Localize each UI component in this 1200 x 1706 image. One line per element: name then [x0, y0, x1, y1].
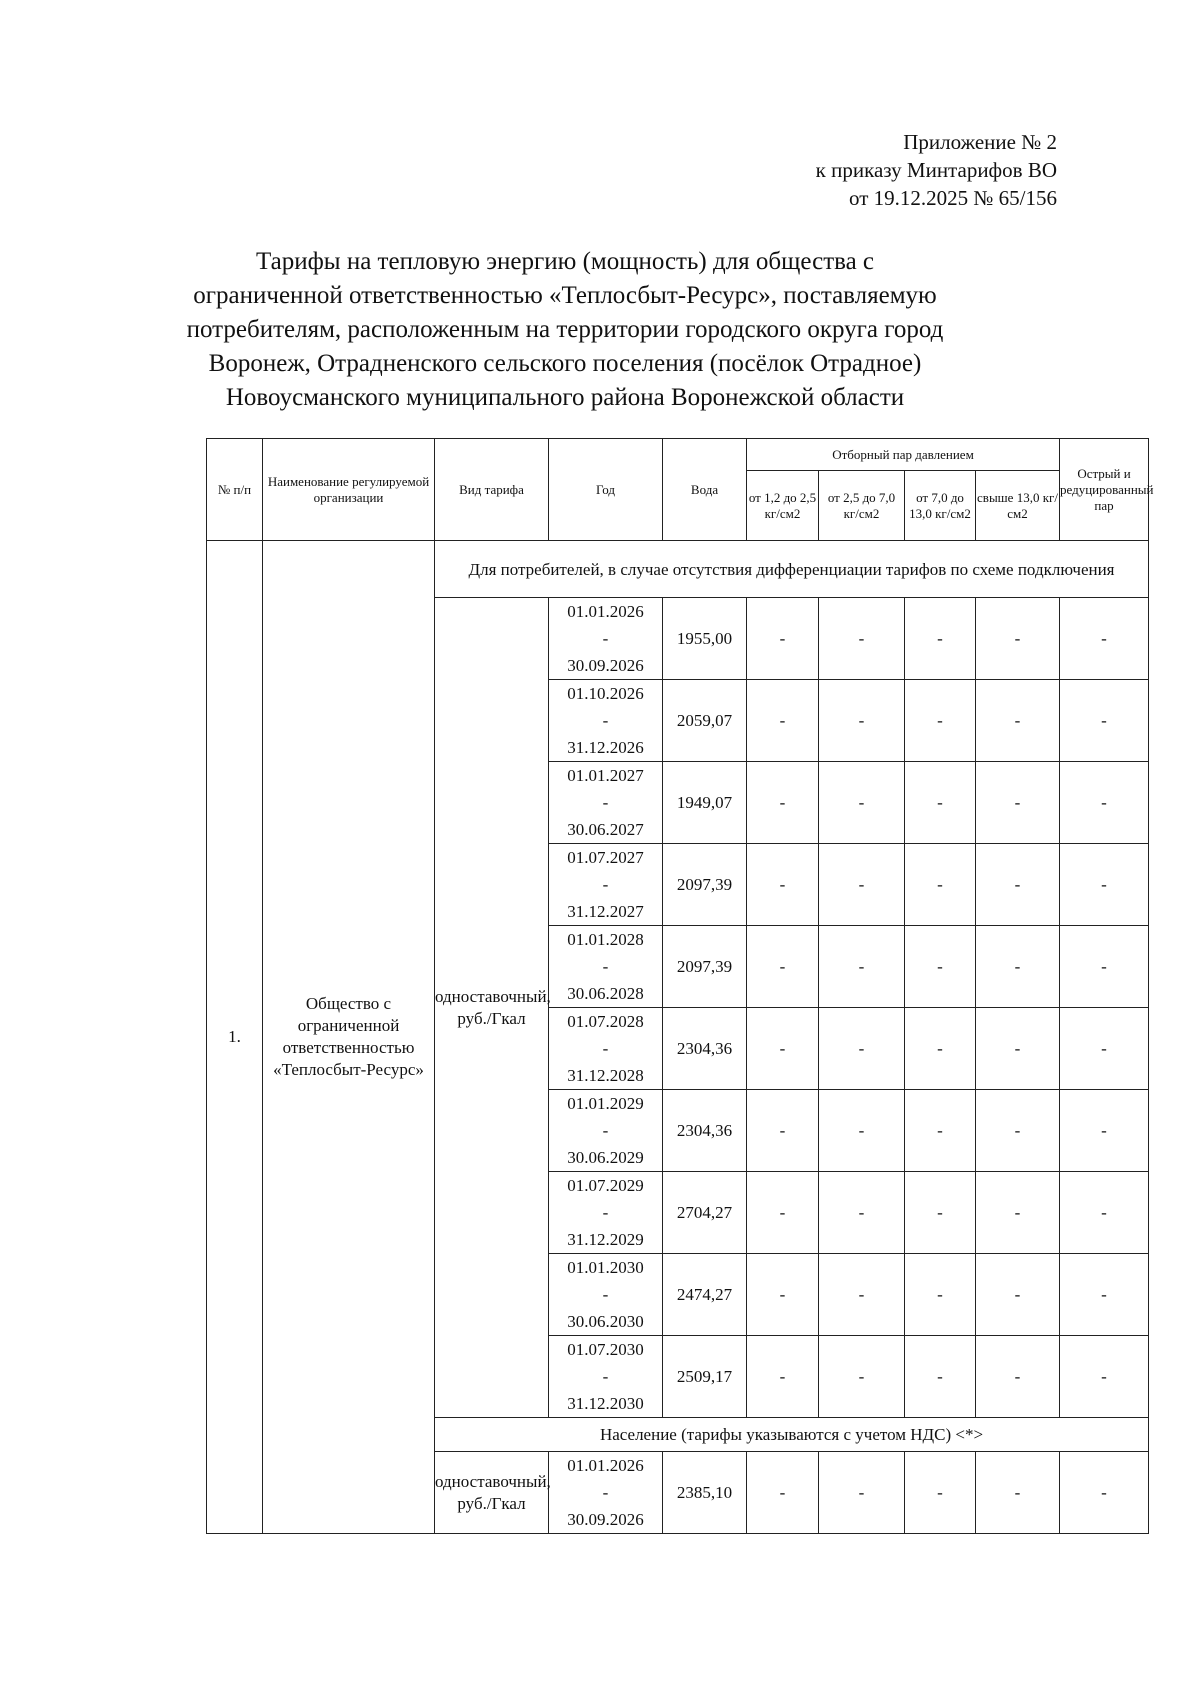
section-general-consumers: Для потребителей, в случае отсутствия дифференциации тарифов по схеме подключения: [435, 541, 1149, 598]
steam-p3-value: -: [905, 1254, 976, 1336]
period-to: 31.12.2027: [567, 902, 644, 921]
period-cell: [549, 1452, 663, 1534]
row-number: 1.: [207, 541, 263, 1534]
steam-p4-value: -: [976, 598, 1060, 680]
steam-p2-value: -: [819, 1336, 905, 1418]
water-value: 2385,10: [663, 1452, 747, 1534]
period-to: 31.12.2030: [567, 1394, 644, 1413]
period-from: 01.01.2027: [567, 766, 644, 785]
steam-p4-value: -: [976, 1172, 1060, 1254]
steam-p4-value: -: [976, 844, 1060, 926]
steam-p4-value: -: [976, 1008, 1060, 1090]
water-value: 2097,39: [663, 844, 747, 926]
steam-p4-value: -: [976, 1254, 1060, 1336]
period-from: 01.01.2030: [567, 1258, 644, 1277]
steam-p3-value: -: [905, 1172, 976, 1254]
period-to: 30.06.2027: [567, 820, 644, 839]
period-to: 30.06.2030: [567, 1312, 644, 1331]
period-from: 01.07.2030: [567, 1340, 644, 1359]
steam-sharp-value: -: [1060, 1172, 1149, 1254]
header-pressure-4: свыше 13,0 кг/см2: [976, 471, 1060, 541]
steam-p4-value: -: [976, 680, 1060, 762]
period-sep: -: [602, 1483, 609, 1502]
organization-name: Общество с ограниченной ответственностью «Теплосбыт-Ресурс»: [263, 541, 435, 1534]
header-org: Наименование регулируемой организации: [263, 439, 435, 541]
period-from: 01.07.2027: [567, 848, 644, 867]
period-cell: [549, 1254, 663, 1336]
period-sep: -: [602, 1285, 609, 1304]
period-cell: [549, 762, 663, 844]
steam-p3-value: -: [905, 926, 976, 1008]
steam-p2-value: -: [819, 680, 905, 762]
water-value: 2304,36: [663, 1090, 747, 1172]
steam-p3-value: -: [905, 1336, 976, 1418]
steam-p2-value: -: [819, 844, 905, 926]
water-value: 2474,27: [663, 1254, 747, 1336]
steam-p1-value: -: [747, 680, 819, 762]
document-title: Тарифы на тепловую энергию (мощность) для общества с ограниченной ответственностью «Теплосбыт-Ресурс», поставляемую потребителям, расположенным на территории городского округа город Воронеж, Отрадненского сельского поселения (посёлок Отрадное) Новоусманского муниципального района Воронежской области: [186, 248, 944, 411]
steam-p4-value: -: [976, 1090, 1060, 1172]
steam-p2-value: -: [819, 1172, 905, 1254]
period-sep: -: [602, 793, 609, 812]
steam-p3-value: -: [905, 680, 976, 762]
header-year: Год: [549, 439, 663, 541]
steam-sharp-value: -: [1060, 1254, 1149, 1336]
period-sep: -: [602, 957, 609, 976]
steam-p1-value: -: [747, 1336, 819, 1418]
steam-p2-value: -: [819, 926, 905, 1008]
water-value: 1955,00: [663, 598, 747, 680]
steam-p2-value: -: [819, 1452, 905, 1534]
header-water: Вода: [663, 439, 747, 541]
appendix-line-1: Приложение № 2: [903, 130, 1057, 154]
water-value: 1949,07: [663, 762, 747, 844]
period-to: 30.09.2026: [567, 1510, 644, 1529]
period-cell: [549, 926, 663, 1008]
steam-p1-value: -: [747, 1452, 819, 1534]
steam-p1-value: -: [747, 1172, 819, 1254]
steam-sharp-value: -: [1060, 1336, 1149, 1418]
appendix-block: [717, 128, 1057, 212]
steam-p3-value: -: [905, 1452, 976, 1534]
period-cell: [549, 1336, 663, 1418]
steam-p4-value: -: [976, 1336, 1060, 1418]
steam-p2-value: -: [819, 1008, 905, 1090]
header-num: № п/п: [207, 439, 263, 541]
header-sharp-steam: Острый и редуцированный пар: [1060, 439, 1149, 541]
section-population: Население (тарифы указываются с учетом НДС) <*>: [435, 1418, 1149, 1452]
period-from: 01.01.2028: [567, 930, 644, 949]
steam-p1-value: -: [747, 762, 819, 844]
population-tariff-type: одноставочный, руб./Гкал: [435, 1452, 549, 1534]
steam-p3-value: -: [905, 598, 976, 680]
period-from: 01.01.2026: [567, 1456, 644, 1475]
water-value: 2509,17: [663, 1336, 747, 1418]
period-cell: [549, 598, 663, 680]
steam-p1-value: -: [747, 598, 819, 680]
tariff-type-cell: одноставочный, руб./Гкал: [435, 598, 549, 1418]
steam-sharp-value: -: [1060, 1008, 1149, 1090]
water-value: 2304,36: [663, 1008, 747, 1090]
steam-sharp-value: -: [1060, 680, 1149, 762]
steam-p1-value: -: [747, 844, 819, 926]
water-value: 2704,27: [663, 1172, 747, 1254]
period-sep: -: [602, 629, 609, 648]
appendix-line-3: от 19.12.2025 № 65/156: [848, 186, 1057, 210]
period-cell: [549, 1090, 663, 1172]
steam-p1-value: -: [747, 1008, 819, 1090]
steam-p3-value: -: [905, 762, 976, 844]
period-to: 30.09.2026: [567, 656, 644, 675]
steam-p1-value: -: [747, 1254, 819, 1336]
steam-sharp-value: -: [1060, 598, 1149, 680]
period-from: 01.01.2026: [567, 602, 644, 621]
period-to: 31.12.2028: [567, 1066, 644, 1085]
header-pressure-2: от 2,5 до 7,0 кг/см2: [819, 471, 905, 541]
period-cell: [549, 1008, 663, 1090]
steam-p3-value: -: [905, 1008, 976, 1090]
steam-p4-value: -: [976, 926, 1060, 1008]
period-to: 30.06.2029: [567, 1148, 644, 1167]
period-sep: -: [602, 1203, 609, 1222]
period-from: 01.01.2029: [567, 1094, 644, 1113]
period-cell: [549, 844, 663, 926]
appendix-line-2: к приказу Минтарифов ВО: [815, 158, 1057, 182]
steam-sharp-value: -: [1060, 1090, 1149, 1172]
period-cell: [549, 680, 663, 762]
steam-sharp-value: -: [1060, 844, 1149, 926]
header-steam-group: Отборный пар давлением: [747, 439, 1060, 471]
period-sep: -: [602, 1121, 609, 1140]
water-value: 2059,07: [663, 680, 747, 762]
steam-p4-value: -: [976, 762, 1060, 844]
steam-p2-value: -: [819, 1090, 905, 1172]
water-value: 2097,39: [663, 926, 747, 1008]
steam-sharp-value: -: [1060, 926, 1149, 1008]
header-pressure-3: от 7,0 до 13,0 кг/см2: [905, 471, 976, 541]
steam-p1-value: -: [747, 1090, 819, 1172]
steam-p2-value: -: [819, 598, 905, 680]
period-to: 31.12.2029: [567, 1230, 644, 1249]
header-tariff-type: Вид тарифа: [435, 439, 549, 541]
steam-p3-value: -: [905, 1090, 976, 1172]
period-cell: [549, 1172, 663, 1254]
steam-sharp-value: -: [1060, 762, 1149, 844]
period-to: 31.12.2026: [567, 738, 644, 757]
period-to: 30.06.2028: [567, 984, 644, 1003]
period-sep: -: [602, 711, 609, 730]
steam-p3-value: -: [905, 844, 976, 926]
period-from: 01.10.2026: [567, 684, 644, 703]
period-sep: -: [602, 1367, 609, 1386]
period-sep: -: [602, 875, 609, 894]
header-pressure-1: от 1,2 до 2,5 кг/см2: [747, 471, 819, 541]
period-from: 01.07.2029: [567, 1176, 644, 1195]
steam-sharp-value: -: [1060, 1452, 1149, 1534]
steam-p1-value: -: [747, 926, 819, 1008]
tariff-table: [206, 438, 1154, 1534]
steam-p2-value: -: [819, 1254, 905, 1336]
steam-p4-value: -: [976, 1452, 1060, 1534]
steam-p2-value: -: [819, 762, 905, 844]
period-sep: -: [602, 1039, 609, 1058]
period-from: 01.07.2028: [567, 1012, 644, 1031]
